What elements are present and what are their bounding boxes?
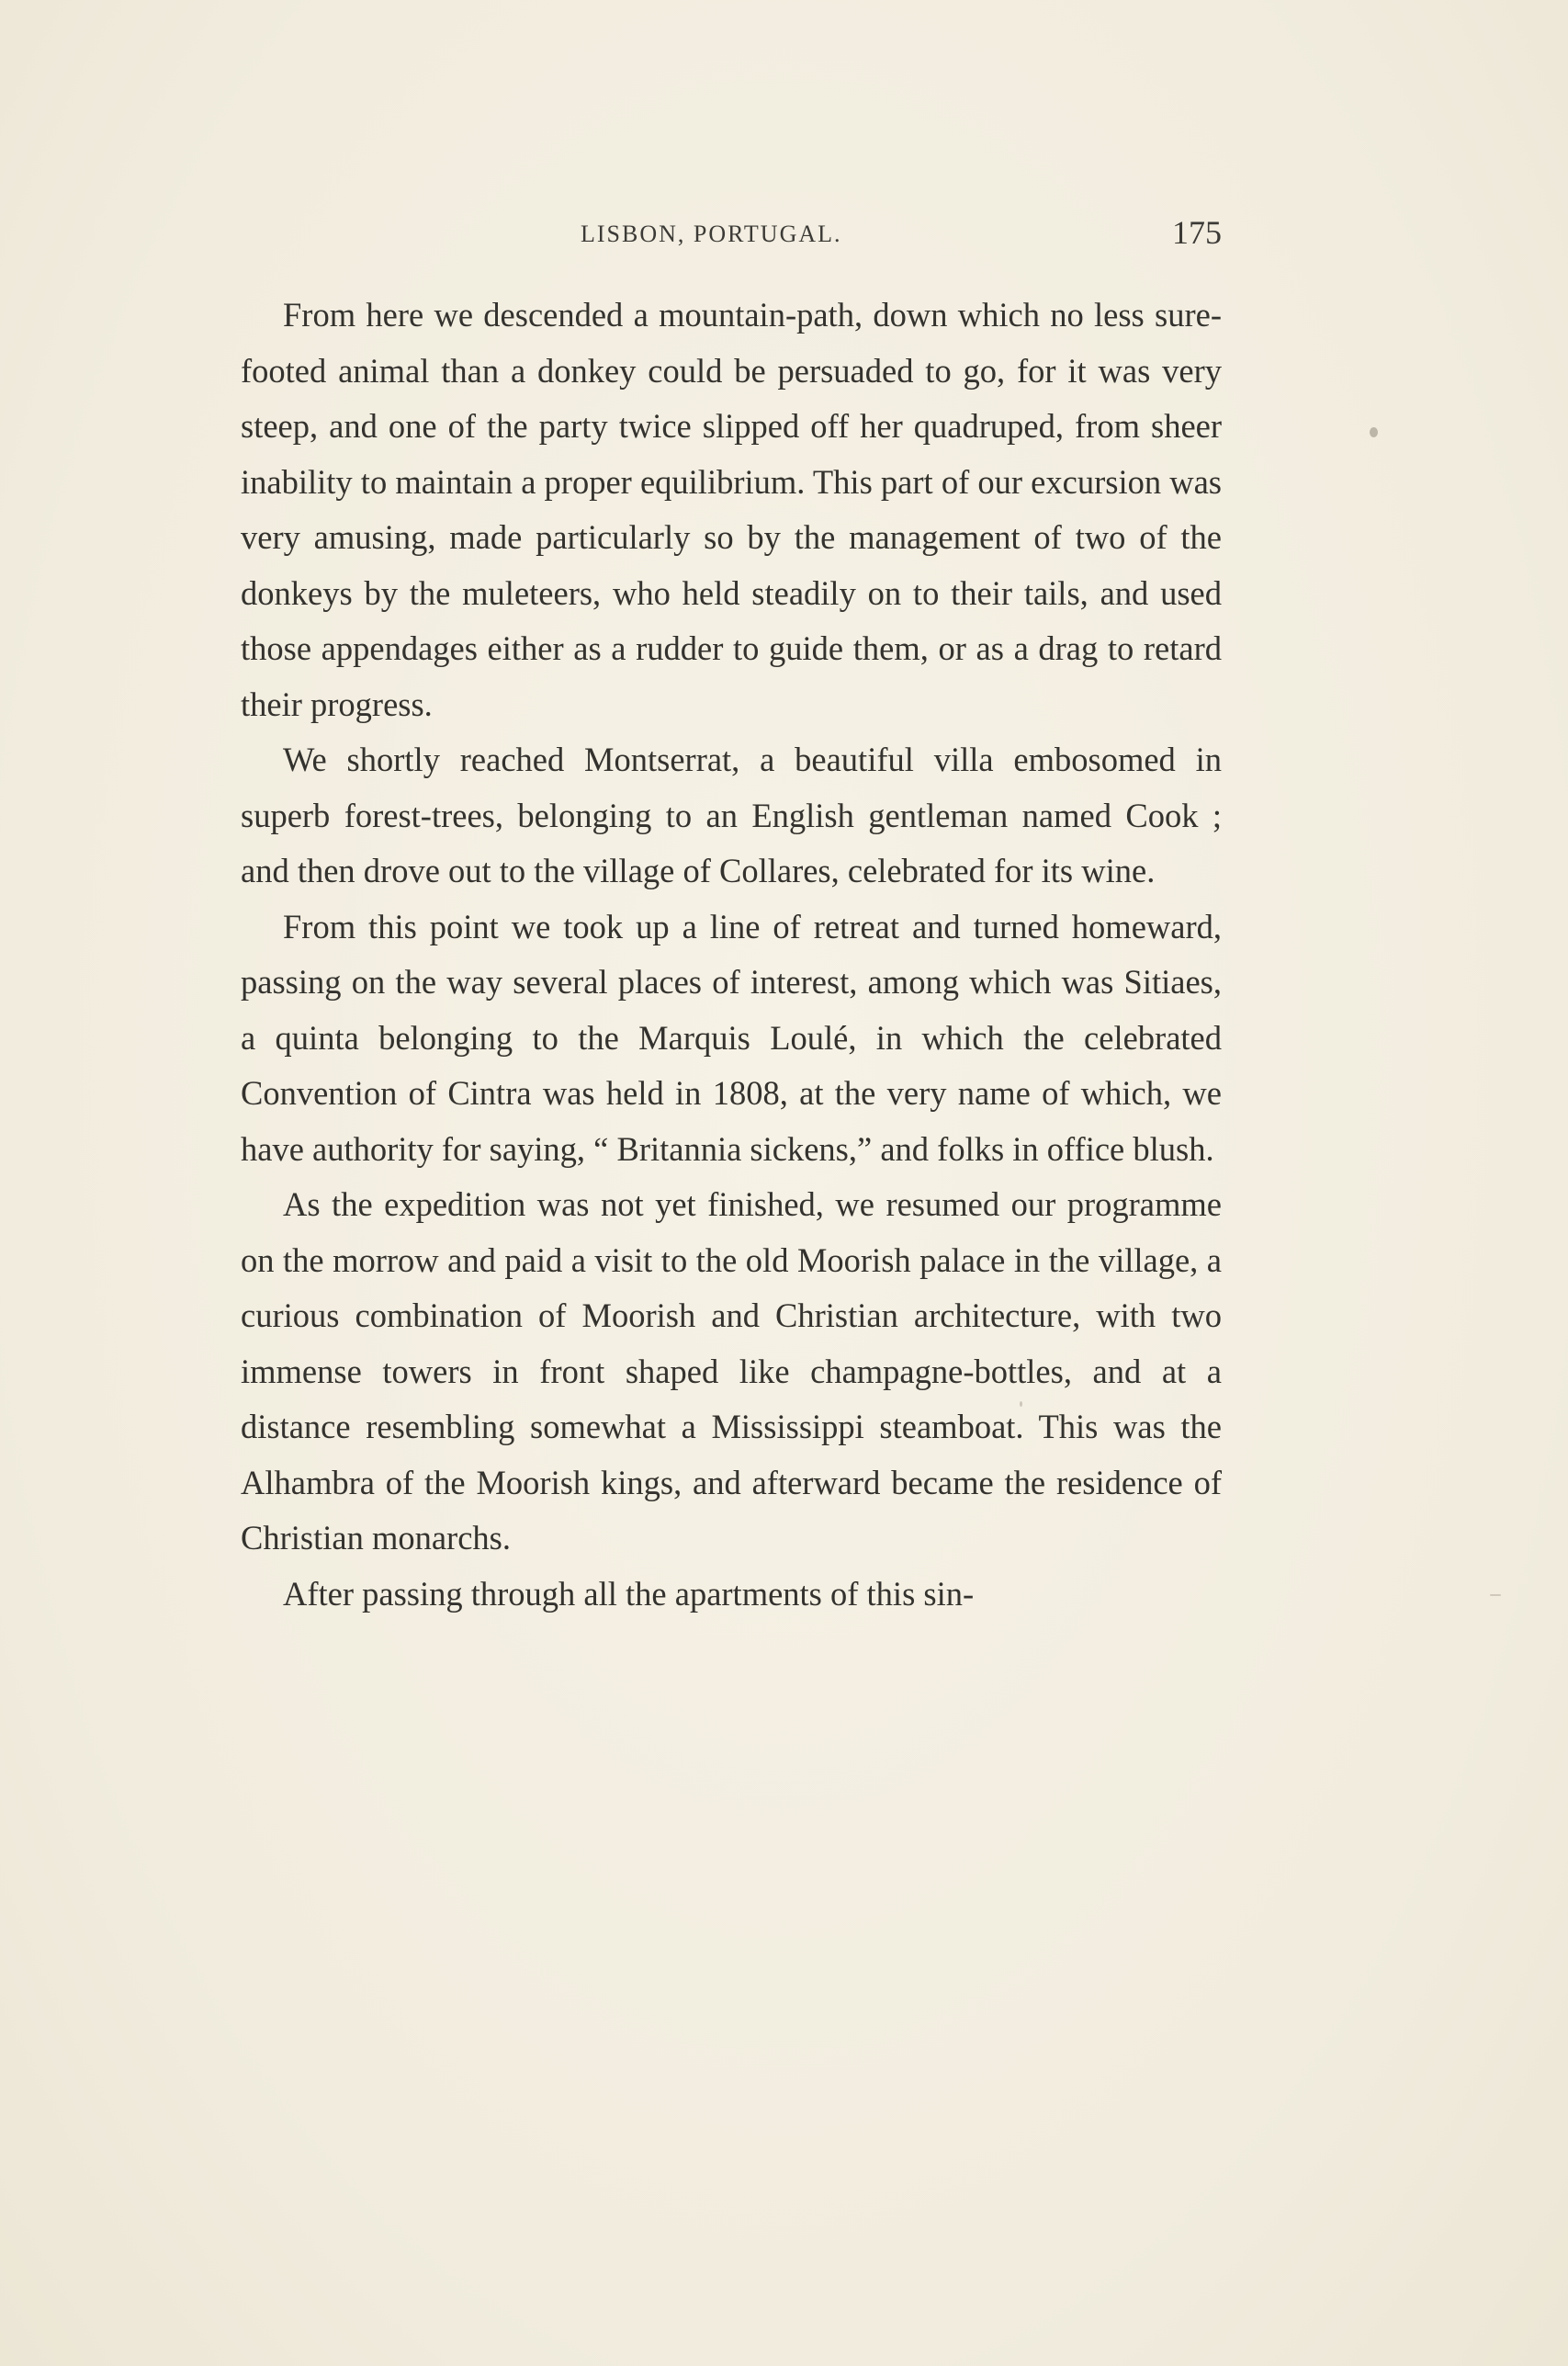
running-head: LISBON, PORTUGAL. (581, 221, 842, 247)
page-number: 175 (1172, 214, 1222, 251)
paragraph-3: From this point we took up a line of retreat and turned homeward, passing on the way several places of interest, among which was Sitiaes, a quinta belonging to the Marquis Loulé, in which the celebrated Convention of Cintra was held in 1808, at the very name of which, we have authority for saying, “ Britannia sickens,” and folks in office blush. (241, 907, 1222, 1168)
body-text (241, 288, 1222, 1622)
ink-speck (1490, 1594, 1501, 1596)
paragraph-2: We shortly reached Montserrat, a beautiful villa embosomed in superb forest-trees, belonging to an English gentleman named Cook ; and then drove out to the village of Collares, celebrated for its wine. (241, 741, 1222, 889)
page-header (241, 213, 1222, 254)
paragraph-1: From here we descended a mountain-path, down which no less sure-footed animal than a donkey could be persuaded to go, for it was very steep, and one of the party twice slipped off her quadruped, from sheer inability to maintain a proper equilibrium. This part of our excursion was very amusing, made particularly so by the management of two of the donkeys by the muleteers, who held steadily on to their tails, and used those appendages either as a rudder to guide them, or as a drag to retard their progress. (241, 296, 1222, 723)
paragraph-4: As the expedition was not yet finished, we resumed our programme on the morrow and paid a visit to the old Moorish palace in the village, a curious combination of Moorish and Christian architecture, with two immense towers in front shaped like champagne-bottles, and at a distance resembling somewhat a Mississippi steamboat. This was the Alhambra of the Moorish kings, and afterward became the residence of Christian monarchs. (241, 1185, 1222, 1557)
paragraph-5: After passing through all the apartments of this sin- (283, 1574, 975, 1613)
ink-speck (1370, 427, 1378, 437)
ink-speck (1020, 1401, 1022, 1407)
